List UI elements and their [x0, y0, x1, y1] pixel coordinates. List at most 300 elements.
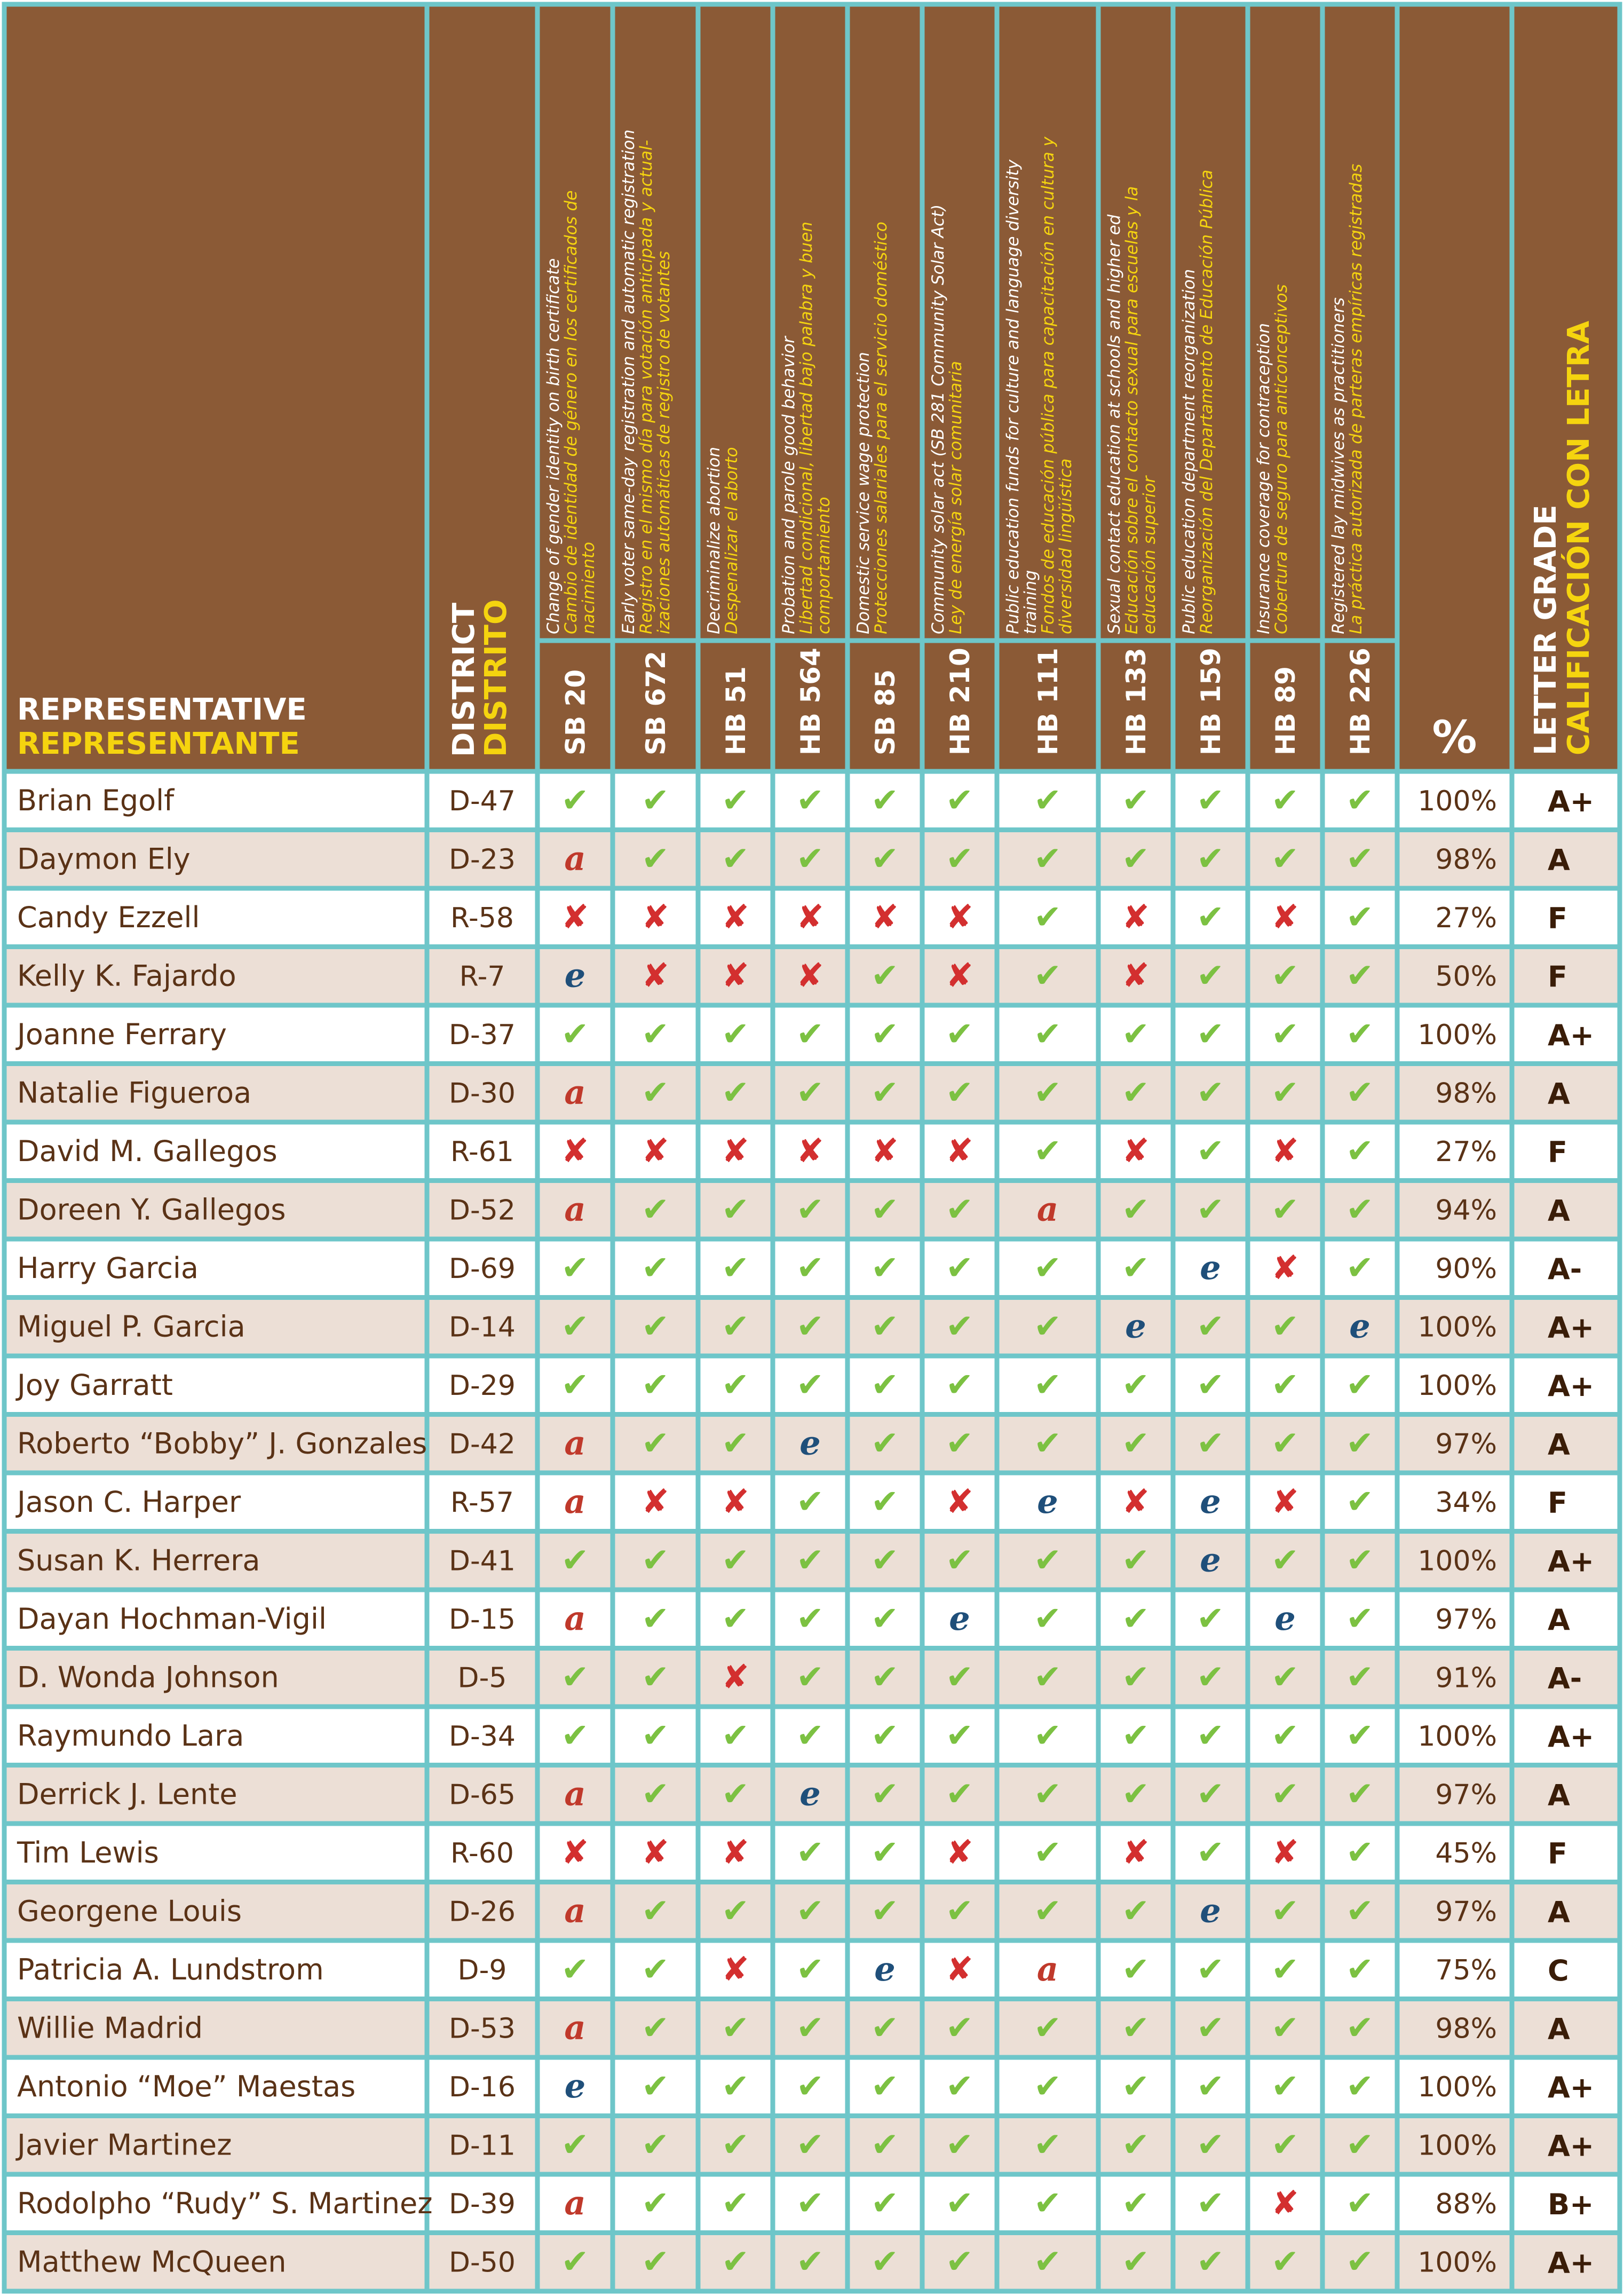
check-icon: ✔	[1346, 1540, 1374, 1580]
check-icon: ✔	[1346, 1481, 1374, 1521]
letter-grade: F	[1548, 1486, 1567, 1520]
check-icon: ✔	[1122, 1014, 1150, 1053]
absent-mark: a	[564, 1423, 586, 1463]
check-icon: ✔	[1346, 1072, 1374, 1112]
table-row	[4, 888, 1620, 947]
check-icon: ✔	[1034, 1598, 1061, 1638]
check-icon: ✔	[871, 1540, 899, 1580]
check-icon: ✔	[1271, 2242, 1299, 2281]
check-icon: ✔	[1271, 1364, 1299, 1404]
check-icon: ✔	[796, 2125, 824, 2164]
bill-id-label: HB 89	[1270, 666, 1301, 755]
check-icon: ✔	[796, 1832, 824, 1872]
check-icon: ✔	[561, 780, 589, 819]
check-icon: ✔	[1034, 1014, 1061, 1053]
check-icon: ✔	[722, 1248, 749, 1287]
check-icon: ✔	[871, 2066, 899, 2105]
district-value: R-7	[459, 960, 505, 993]
percent-value: 100%	[1417, 1720, 1497, 1753]
check-icon: ✔	[561, 1715, 589, 1755]
bill-id	[1121, 648, 1152, 755]
percent-value: 91%	[1435, 1662, 1497, 1694]
representative-name: Antonio “Moe” Maestas	[17, 2069, 356, 2103]
check-icon: ✔	[641, 1891, 669, 1930]
table-row	[4, 2116, 1620, 2175]
table-row	[4, 1707, 1620, 1765]
representative-name: Susan K. Herrera	[17, 1543, 260, 1577]
letter-grade: A	[1548, 1895, 1570, 1929]
bill-id-label: HB 51	[720, 666, 751, 755]
letter-grade: A	[1548, 843, 1570, 877]
header-cell	[1397, 4, 1512, 771]
check-icon: ✔	[871, 1306, 899, 1346]
check-icon: ✔	[722, 2125, 749, 2164]
representative-name: Brian Egolf	[17, 783, 175, 817]
check-icon: ✔	[1034, 956, 1061, 995]
check-icon: ✔	[641, 2066, 669, 2105]
letter-grade: A+	[1548, 784, 1595, 818]
check-icon: ✔	[641, 1774, 669, 1813]
check-icon: ✔	[946, 1423, 973, 1463]
check-icon: ✔	[796, 2008, 824, 2047]
cross-icon: ✘	[1271, 2183, 1299, 2222]
check-icon: ✔	[641, 780, 669, 819]
check-icon: ✔	[871, 1774, 899, 1813]
percent-value: 100%	[1417, 1019, 1497, 1051]
cross-icon: ✘	[1271, 1131, 1299, 1170]
check-icon: ✔	[1197, 1131, 1224, 1170]
percent-value: 98%	[1435, 2013, 1497, 2045]
district-header-en: DISTRICT	[447, 602, 481, 757]
check-icon: ✔	[1346, 2242, 1374, 2281]
check-icon: ✔	[946, 2183, 973, 2222]
district-value: D-15	[449, 1603, 516, 1636]
check-icon: ✔	[871, 2242, 899, 2281]
check-icon: ✔	[796, 780, 824, 819]
bill-id-label: HB 564	[795, 648, 826, 755]
check-icon: ✔	[1122, 1364, 1150, 1404]
check-icon: ✔	[946, 2008, 973, 2047]
check-icon: ✔	[1122, 2125, 1150, 2164]
percent-value: 100%	[1417, 1369, 1497, 1402]
letter-grade: A	[1548, 1077, 1570, 1111]
check-icon: ✔	[561, 1014, 589, 1053]
bill-id-label: HB 133	[1121, 648, 1152, 755]
check-icon: ✔	[796, 1540, 824, 1580]
check-icon: ✔	[1346, 1891, 1374, 1930]
check-icon: ✔	[1122, 2242, 1150, 2281]
check-icon: ✔	[1197, 1774, 1224, 1813]
cross-icon: ✘	[871, 897, 899, 936]
check-icon: ✔	[1271, 2066, 1299, 2105]
check-icon: ✔	[1122, 1598, 1150, 1638]
check-icon: ✔	[1271, 956, 1299, 995]
bill-id	[560, 669, 591, 755]
check-icon: ✔	[796, 1072, 824, 1112]
check-icon: ✔	[946, 1540, 973, 1580]
cross-icon: ✘	[722, 1131, 749, 1170]
check-icon: ✔	[796, 1949, 824, 1989]
letter-grade: A-	[1548, 1252, 1582, 1286]
check-icon: ✔	[871, 1598, 899, 1638]
representative-name: D. Wonda Johnson	[17, 1660, 279, 1694]
cross-icon: ✘	[722, 1949, 749, 1989]
representative-name: Miguel P. Garcia	[17, 1309, 245, 1344]
check-icon: ✔	[1346, 956, 1374, 995]
bill-description-es: Reorganización del Departamento de Educación Pública	[1197, 169, 1216, 634]
excused-mark: e	[1349, 1306, 1371, 1346]
check-icon: ✔	[722, 2183, 749, 2222]
grade-header-en: LETTER GRADE	[1528, 504, 1563, 755]
check-icon: ✔	[871, 1891, 899, 1930]
check-icon: ✔	[871, 839, 899, 878]
percent-header: %	[1432, 711, 1477, 763]
bill-description-es: Cambio de identidad de género en los certificados de	[561, 190, 581, 634]
check-icon: ✔	[1346, 1131, 1374, 1170]
check-icon: ✔	[1346, 897, 1374, 936]
district-value: D-53	[449, 2013, 516, 2045]
bill-description-es: nacimiento	[579, 542, 598, 634]
check-icon: ✔	[946, 2125, 973, 2164]
district-value: D-34	[449, 1720, 516, 1753]
check-icon: ✔	[561, 1949, 589, 1989]
check-icon: ✔	[1122, 1774, 1150, 1813]
check-icon: ✔	[1346, 1014, 1374, 1053]
check-icon: ✔	[1197, 1364, 1224, 1404]
table-row	[4, 2174, 1620, 2233]
absent-mark: a	[1036, 1189, 1059, 1229]
check-icon: ✔	[1122, 1715, 1150, 1755]
check-icon: ✔	[946, 1072, 973, 1112]
table-row	[4, 1590, 1620, 1648]
bill-description-en: Probation and parole good behavior	[779, 336, 798, 634]
check-icon: ✔	[1034, 780, 1061, 819]
check-icon: ✔	[796, 1248, 824, 1287]
cross-icon: ✘	[946, 1131, 973, 1170]
district-value: D-16	[449, 2071, 516, 2103]
cross-icon: ✘	[641, 1131, 669, 1170]
check-icon: ✔	[722, 1774, 749, 1813]
check-icon: ✔	[1122, 2008, 1150, 2047]
check-icon: ✔	[1346, 1774, 1374, 1813]
percent-value: 100%	[1417, 1545, 1497, 1577]
check-icon: ✔	[1346, 1832, 1374, 1872]
district-value: D-42	[449, 1428, 516, 1461]
check-icon: ✔	[1197, 2125, 1224, 2164]
representative-name: Doreen Y. Gallegos	[17, 1193, 286, 1227]
table-row	[4, 1239, 1620, 1298]
check-icon: ✔	[796, 1481, 824, 1521]
letter-grade: F	[1548, 901, 1567, 935]
check-icon: ✔	[1197, 1715, 1224, 1755]
check-icon: ✔	[1122, 1540, 1150, 1580]
bill-id	[720, 666, 751, 755]
representative-name: Georgene Louis	[17, 1894, 242, 1928]
check-icon: ✔	[1034, 1832, 1061, 1872]
check-icon: ✔	[1034, 1131, 1061, 1170]
check-icon: ✔	[1197, 956, 1224, 995]
check-icon: ✔	[1122, 839, 1150, 878]
district-value: D-9	[457, 1954, 507, 1986]
bill-description-es: Despenalizar el aborto	[722, 447, 741, 634]
absent-mark: a	[564, 1598, 586, 1638]
bill-description-en: Insurance coverage for contraception	[1254, 323, 1273, 634]
check-icon: ✔	[1122, 1248, 1150, 1287]
check-icon: ✔	[796, 1891, 824, 1930]
check-icon: ✔	[1197, 2242, 1224, 2281]
bill-description-en: Community solar act (SB 281 Community Solar Act)	[929, 204, 948, 634]
check-icon: ✔	[1271, 2125, 1299, 2164]
percent-value: 100%	[1417, 2246, 1497, 2279]
check-icon: ✔	[722, 1364, 749, 1404]
percent-value: 97%	[1435, 1896, 1497, 1928]
excused-mark: e	[1200, 1481, 1221, 1521]
cross-icon: ✘	[946, 1949, 973, 1989]
check-icon: ✔	[1197, 1189, 1224, 1229]
check-icon: ✔	[641, 1072, 669, 1112]
bill-description-es: diversidad lingüística	[1056, 458, 1075, 634]
header-cell	[698, 4, 773, 771]
check-icon: ✔	[1197, 1657, 1224, 1697]
letter-grade: A+	[1548, 1544, 1595, 1579]
percent-value: 94%	[1435, 1194, 1497, 1227]
check-icon: ✔	[561, 1364, 589, 1404]
table-row	[4, 2233, 1620, 2292]
check-icon: ✔	[1271, 1072, 1299, 1112]
check-icon: ✔	[1346, 2066, 1374, 2105]
check-icon: ✔	[641, 1248, 669, 1287]
district-value: D-52	[449, 1194, 516, 1227]
check-icon: ✔	[1034, 1715, 1061, 1755]
table-row	[4, 1473, 1620, 1532]
check-icon: ✔	[871, 956, 899, 995]
letter-grade: A+	[1548, 1311, 1595, 1345]
district-value: D-30	[449, 1077, 516, 1110]
bill-description-es: Libertad condicional, libertad bajo palabra y buen	[797, 222, 816, 634]
check-icon: ✔	[1346, 839, 1374, 878]
table-row	[4, 771, 1620, 830]
cross-icon: ✘	[1271, 897, 1299, 936]
check-icon: ✔	[1271, 1306, 1299, 1346]
table-row	[4, 1122, 1620, 1181]
check-icon: ✔	[871, 1832, 899, 1872]
table-row	[4, 1005, 1620, 1064]
bill-id-label: HB 159	[1195, 648, 1226, 755]
bill-description-en: training	[1021, 570, 1040, 634]
check-icon: ✔	[871, 1014, 899, 1053]
percent-value: 97%	[1435, 1428, 1497, 1461]
bill-id-label: SB 20	[560, 669, 591, 755]
table-row	[4, 1648, 1620, 1707]
check-icon: ✔	[1346, 1715, 1374, 1755]
absent-mark: a	[564, 1072, 586, 1112]
absent-mark: a	[564, 1189, 586, 1229]
check-icon: ✔	[722, 2242, 749, 2281]
district-header	[447, 599, 513, 757]
check-icon: ✔	[946, 839, 973, 878]
bill-id-label: SB 85	[870, 669, 901, 755]
letter-grade: A+	[1548, 2129, 1595, 2163]
check-icon: ✔	[1122, 1072, 1150, 1112]
check-icon: ✔	[796, 839, 824, 878]
bill-description-es: Cobertura de seguro para anticonceptivos	[1272, 284, 1291, 634]
letter-grade: F	[1548, 1135, 1567, 1169]
bill-description-es: Fondos de educación pública para capacitación en cultura y	[1039, 137, 1058, 634]
cross-icon: ✘	[722, 897, 749, 936]
bill-description-en: Sexual contact education at schools and higher ed	[1105, 214, 1124, 634]
check-icon: ✔	[1346, 780, 1374, 819]
table-row	[4, 1999, 1620, 2058]
check-icon: ✔	[722, 1891, 749, 1930]
representative-name: Patricia A. Lundstrom	[17, 1952, 324, 1986]
check-icon: ✔	[641, 2183, 669, 2222]
cross-icon: ✘	[1122, 956, 1150, 995]
excused-mark: e	[1200, 1891, 1221, 1930]
excused-mark: e	[564, 2066, 586, 2105]
check-icon: ✔	[561, 1248, 589, 1287]
bill-id-label: HB 226	[1345, 648, 1376, 755]
check-icon: ✔	[1197, 1832, 1224, 1872]
check-icon: ✔	[1271, 839, 1299, 878]
percent-value: 100%	[1417, 2129, 1497, 2162]
letter-grade: A+	[1548, 1719, 1595, 1754]
percent-value: 75%	[1435, 1954, 1497, 1986]
district-value: R-61	[450, 1135, 514, 1168]
check-icon: ✔	[1271, 1540, 1299, 1580]
absent-mark: a	[564, 1774, 586, 1813]
check-icon: ✔	[1346, 1364, 1374, 1404]
check-icon: ✔	[561, 1540, 589, 1580]
check-icon: ✔	[1197, 2183, 1224, 2222]
check-icon: ✔	[1197, 2008, 1224, 2047]
cross-icon: ✘	[561, 1832, 589, 1872]
bill-id	[1345, 648, 1376, 755]
check-icon: ✔	[1034, 2242, 1061, 2281]
table-row	[4, 1181, 1620, 1240]
representative-name: Roberto “Bobby” J. Gonzales	[17, 1426, 427, 1461]
percent-value: 97%	[1435, 1603, 1497, 1636]
letter-grade: A+	[1548, 2070, 1595, 2104]
cross-icon: ✘	[641, 897, 669, 936]
check-icon: ✔	[871, 1657, 899, 1697]
excused-mark: e	[1037, 1481, 1058, 1521]
representative-name: Rodolpho “Rudy” S. Martinez	[17, 2186, 433, 2220]
representative-name: Tim Lewis	[17, 1835, 159, 1869]
representative-name: Joy Garratt	[17, 1368, 173, 1402]
check-icon: ✔	[641, 1540, 669, 1580]
check-icon: ✔	[641, 1423, 669, 1463]
check-icon: ✔	[1197, 2066, 1224, 2105]
representative-header-es: REPRESENTANTE	[17, 727, 300, 761]
representative-name: Derrick J. Lente	[17, 1777, 237, 1811]
check-icon: ✔	[1034, 2066, 1061, 2105]
bill-id-label: HB 111	[1033, 648, 1064, 755]
check-icon: ✔	[946, 2242, 973, 2281]
bill-description	[704, 447, 741, 634]
representative-name: Dayan Hochman-Vigil	[17, 1601, 327, 1636]
check-icon: ✔	[1034, 1072, 1061, 1112]
cross-icon: ✘	[796, 897, 824, 936]
check-icon: ✔	[1271, 1891, 1299, 1930]
header-cell	[4, 4, 427, 771]
percent-value: 97%	[1435, 1779, 1497, 1811]
check-icon: ✔	[1346, 1657, 1374, 1697]
bill-description	[1254, 284, 1291, 634]
district-value: D-69	[449, 1252, 516, 1285]
check-icon: ✔	[722, 1598, 749, 1638]
check-icon: ✔	[796, 1715, 824, 1755]
check-icon: ✔	[946, 1657, 973, 1697]
district-header-es: DISTRITO	[479, 599, 513, 757]
absent-mark: a	[564, 1891, 586, 1930]
bill-description-es: Educación sobre el contacto sexual para escuelas y la	[1122, 186, 1142, 634]
letter-grade: A-	[1548, 1661, 1582, 1695]
table-row	[4, 1882, 1620, 1941]
check-icon: ✔	[1346, 1248, 1374, 1287]
check-icon: ✔	[1034, 2125, 1061, 2164]
cross-icon: ✘	[1122, 1481, 1150, 1521]
check-icon: ✔	[722, 1423, 749, 1463]
district-value: D-29	[449, 1369, 516, 1402]
check-icon: ✔	[641, 2008, 669, 2047]
representative-name: Willie Madrid	[17, 2011, 203, 2045]
letter-grade: A+	[1548, 2246, 1595, 2280]
check-icon: ✔	[946, 1248, 973, 1287]
check-icon: ✔	[1034, 1248, 1061, 1287]
check-icon: ✔	[1034, 1774, 1061, 1813]
table-header	[4, 4, 1620, 771]
check-icon: ✔	[1034, 1423, 1061, 1463]
bill-id	[795, 648, 826, 755]
check-icon: ✔	[1346, 2008, 1374, 2047]
district-value: D-26	[449, 1896, 516, 1928]
district-value: R-58	[450, 902, 514, 934]
letter-grade: A	[1548, 1427, 1570, 1462]
bill-id-label: HB 210	[945, 648, 976, 755]
check-icon: ✔	[1271, 2008, 1299, 2047]
check-icon: ✔	[871, 1072, 899, 1112]
check-icon: ✔	[1122, 1891, 1150, 1930]
check-icon: ✔	[796, 1014, 824, 1053]
bill-description-es: educación superior	[1140, 476, 1159, 634]
cross-icon: ✘	[946, 897, 973, 936]
table-row	[4, 1940, 1620, 1999]
representative-name: Daymon Ely	[17, 842, 191, 876]
bill-description-en: Change of gender identity on birth certificate	[544, 258, 563, 634]
bill-id-label: SB 672	[640, 651, 671, 755]
check-icon: ✔	[641, 1657, 669, 1697]
letter-grade: A+	[1548, 1018, 1595, 1052]
table-row	[4, 2057, 1620, 2116]
cross-icon: ✘	[946, 1481, 973, 1521]
letter-grade: C	[1548, 1953, 1569, 1987]
check-icon: ✔	[871, 1423, 899, 1463]
representative-name: Kelly K. Fajardo	[17, 959, 236, 993]
percent-value: 45%	[1435, 1837, 1497, 1869]
grade-header-es: CALIFICACIÓN CON LETRA	[1562, 320, 1596, 755]
cross-icon: ✘	[561, 1131, 589, 1170]
check-icon: ✔	[722, 2066, 749, 2105]
check-icon: ✔	[641, 1014, 669, 1053]
bill-description-es: izaciones automáticas de registro de votantes	[654, 251, 674, 634]
excused-mark: e	[874, 1949, 896, 1989]
percent-value: 100%	[1417, 785, 1497, 817]
cross-icon: ✘	[1122, 1131, 1150, 1170]
check-icon: ✔	[641, 1189, 669, 1229]
bill-description-en: Early voter same-day registration and automatic registration	[619, 129, 638, 634]
table-row	[4, 1532, 1620, 1590]
check-icon: ✔	[722, 780, 749, 819]
